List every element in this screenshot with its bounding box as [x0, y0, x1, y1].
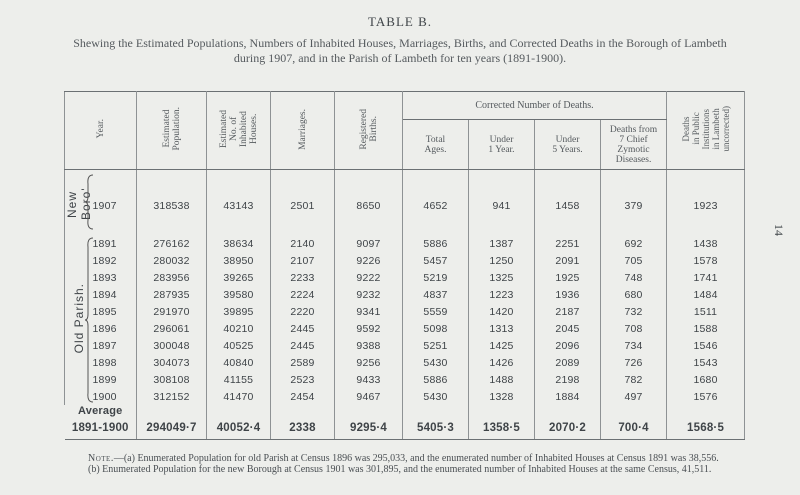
header-institutions: Deaths in Public Institutions in Lambeth uncorrected) — [667, 92, 745, 170]
table-row: 1892 280032 38950 2107 9226 5457 1250 2091 705 1578 — [65, 252, 745, 269]
table-row: New Boro' 1907 318538 43143 2501 8650 4652 941 1458 379 1923 — [65, 170, 745, 236]
header-zymotic: Deaths from 7 Chief Zymotic Diseases. — [601, 120, 667, 170]
header-houses: Estimated No. of Inhabited Houses. — [207, 92, 271, 170]
table-body — [65, 170, 745, 440]
average-row: 1891-1900 294049·7 40052·4 2338 9295·4 5405·3 1358·5 2070·2 700·4 1568·5 — [65, 417, 745, 440]
header-corrected-deaths: Corrected Number of Deaths. — [403, 92, 667, 120]
table-subtitle: Shewing the Estimated Populations, Numbers of Inhabited Houses, Marriages, Births, and Corrected Deaths in the Borough of Lambeth during 1907, and in the Parish of Lambeth for ten years (1891-1900). — [73, 36, 727, 65]
group-old-parish: Old Parish. — [65, 235, 93, 405]
group-new-boro: New Boro' — [65, 170, 93, 236]
statistics-table — [64, 91, 745, 440]
page-number: 14 — [772, 224, 786, 236]
brace-icon — [85, 174, 93, 230]
header-under-5: Under 5 Years. — [535, 120, 601, 170]
header-births: Registered Births. — [335, 92, 403, 170]
table-row: Old Parish. 1891 276162 38634 2140 9097 5886 1387 2251 692 1438 — [65, 235, 745, 252]
footnote: Note.—(a) Enumerated Population for old Parish at Census 1896 was 295,033, and the enumerated number of Inhabited Houses at Census 1891 was 38,556. (b) Enumerated Population for the new Borough at Census 1901 was 301,895, and the enumerated number of Inhabited Houses at the same Census, 41,511. — [88, 453, 719, 475]
brace-icon — [85, 237, 93, 403]
header-total-ages: Total Ages. — [403, 120, 469, 170]
table-row: 1899 308108 41155 2523 9433 5886 1488 2198 782 1680 — [65, 371, 745, 388]
average-years: 1891-1900 — [65, 417, 137, 440]
header-population: Estimated Population. — [137, 92, 207, 170]
table-title: TABLE B. — [367, 14, 432, 29]
table-row: 1898 304073 40840 2589 9256 5430 1426 2089 726 1543 — [65, 354, 745, 371]
header-under-1: Under 1 Year. — [469, 120, 535, 170]
table-row: 1894 287935 39580 2224 9232 4837 1223 1936 680 1484 — [65, 286, 745, 303]
table-row: 1893 283956 39265 2233 9222 5219 1325 1925 748 1741 — [65, 269, 745, 286]
table-row: 1900 312152 41470 2454 9467 5430 1328 1884 497 1576 — [65, 388, 745, 405]
average-label: Average — [65, 405, 137, 417]
header-marriages: Marriages. — [271, 92, 335, 170]
table-row: 1896 296061 40210 2445 9592 5098 1313 2045 708 1588 — [65, 320, 745, 337]
average-label-row — [65, 405, 745, 417]
table-row: 1897 300048 40525 2445 9388 5251 1425 2096 734 1546 — [65, 337, 745, 354]
table-row: 1895 291970 39895 2220 9341 5559 1420 2187 732 1511 — [65, 303, 745, 320]
header-year: Year. — [65, 92, 137, 170]
